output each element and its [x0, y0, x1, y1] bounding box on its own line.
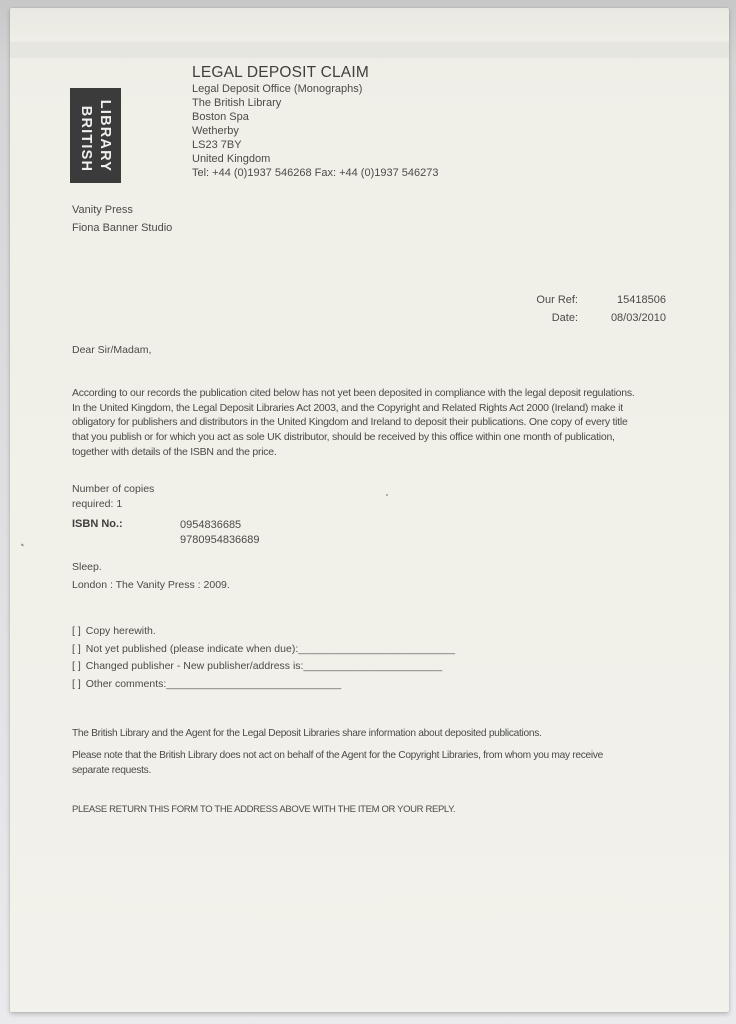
sharing-note: The British Library and the Agent for the Legal Deposit Libraries share information about deposited publications. — [72, 728, 542, 739]
office-address-line: United Kingdom — [192, 153, 271, 165]
option-label: Copy herewith. — [85, 625, 156, 637]
copies-line: required: 1 — [72, 498, 123, 510]
isbn-values — [180, 518, 260, 547]
agent-note — [72, 748, 603, 778]
response-option-copy-herewith — [72, 623, 455, 641]
recipient-line: Vanity Press — [72, 204, 133, 216]
office-phone-line: Tel: +44 (0)1937 546268 Fax: +44 (0)1937 546273 — [192, 167, 439, 179]
paper-speck — [21, 543, 24, 546]
office-address — [192, 82, 438, 180]
checkbox-marker: [ ] — [72, 625, 81, 637]
salutation: Dear Sir/Madam, — [72, 344, 152, 356]
our-ref-label: Our Ref: — [536, 294, 578, 306]
agent-note-line: separate requests. — [72, 765, 151, 776]
office-address-line: Boston Spa — [192, 111, 249, 123]
checkbox-marker: [ ] — [72, 660, 81, 673]
publication-title: Sleep. — [72, 561, 102, 573]
office-address-line: LS23 7BY — [192, 139, 242, 151]
publication-details — [72, 558, 230, 595]
agent-note-line: Please note that the British Library does not act on behalf of the Agent for the Copyright Libraries, from whom you may receive — [72, 750, 604, 761]
response-option-other-comments — [72, 676, 455, 694]
isbn-label: ISBN No.: — [72, 518, 123, 530]
checkbox-marker: [ ] — [72, 642, 81, 655]
logo-word-library: LIBRARY — [97, 99, 114, 172]
body-line: that you publish or for which you act as sole UK distributor, should be received by this office within one month of publication, — [72, 431, 615, 444]
body-line: In the United Kingdom, the Legal Deposit Libraries Act 2003, and the Copyright and Related Rights Act 2000 (Ireland) make it — [72, 401, 623, 414]
isbn-13-value: 9780954836689 — [180, 533, 260, 546]
option-label: Other comments: — [85, 678, 167, 691]
british-library-logo — [70, 88, 121, 183]
page-title: LEGAL DEPOSIT CLAIM — [192, 64, 369, 81]
response-option-changed-publisher — [72, 658, 455, 676]
return-instruction: PLEASE RETURN THIS FORM TO THE ADDRESS ABOVE WITH THE ITEM OR YOUR REPLY. — [72, 804, 456, 815]
body-line: According to our records the publication cited below has not yet been deposited in compliance with the legal deposit regulations. — [72, 387, 635, 399]
british-library-logo-text — [77, 99, 115, 171]
option-label: Changed publisher - New publisher/address is: — [85, 660, 304, 673]
our-ref-value: 15418506 — [617, 294, 666, 306]
fill-in-line: _____________________________ — [166, 678, 342, 691]
logo-word-british: BRITISH — [78, 105, 95, 172]
response-option-not-yet-published — [72, 641, 455, 659]
fill-in-line: _______________________ — [303, 660, 443, 673]
copies-line: Number of copies — [72, 483, 155, 495]
publication-imprint: London : The Vanity Press : 2009. — [72, 579, 230, 592]
option-label: Not yet published (please indicate when due): — [85, 642, 299, 655]
recipient-line: Fiona Banner Studio — [72, 221, 173, 234]
our-ref-row — [410, 294, 666, 312]
letter-page — [10, 8, 729, 1012]
checkbox-marker: [ ] — [72, 678, 81, 691]
copies-required — [72, 482, 154, 512]
date-label: Date: — [551, 312, 578, 324]
isbn-10-value: 0954836685 — [180, 519, 242, 531]
office-address-line: Wetherby — [192, 125, 239, 137]
office-address-line: The British Library — [192, 97, 282, 109]
body-line: together with details of the ISBN and the price. — [72, 445, 277, 458]
letter-body — [72, 386, 635, 460]
paper-speck — [386, 494, 388, 496]
fill-in-line: __________________________ — [298, 642, 456, 655]
office-address-line: Legal Deposit Office (Monographs) — [192, 83, 363, 95]
date-row — [410, 312, 666, 330]
reference-block — [410, 294, 666, 330]
date-value: 08/03/2010 — [610, 312, 666, 324]
response-options — [72, 623, 455, 694]
recipient-address — [72, 202, 172, 237]
body-line: obligatory for publishers and distributors in the United Kingdom and Ireland to deposit their publications. One copy of every title — [72, 416, 628, 429]
